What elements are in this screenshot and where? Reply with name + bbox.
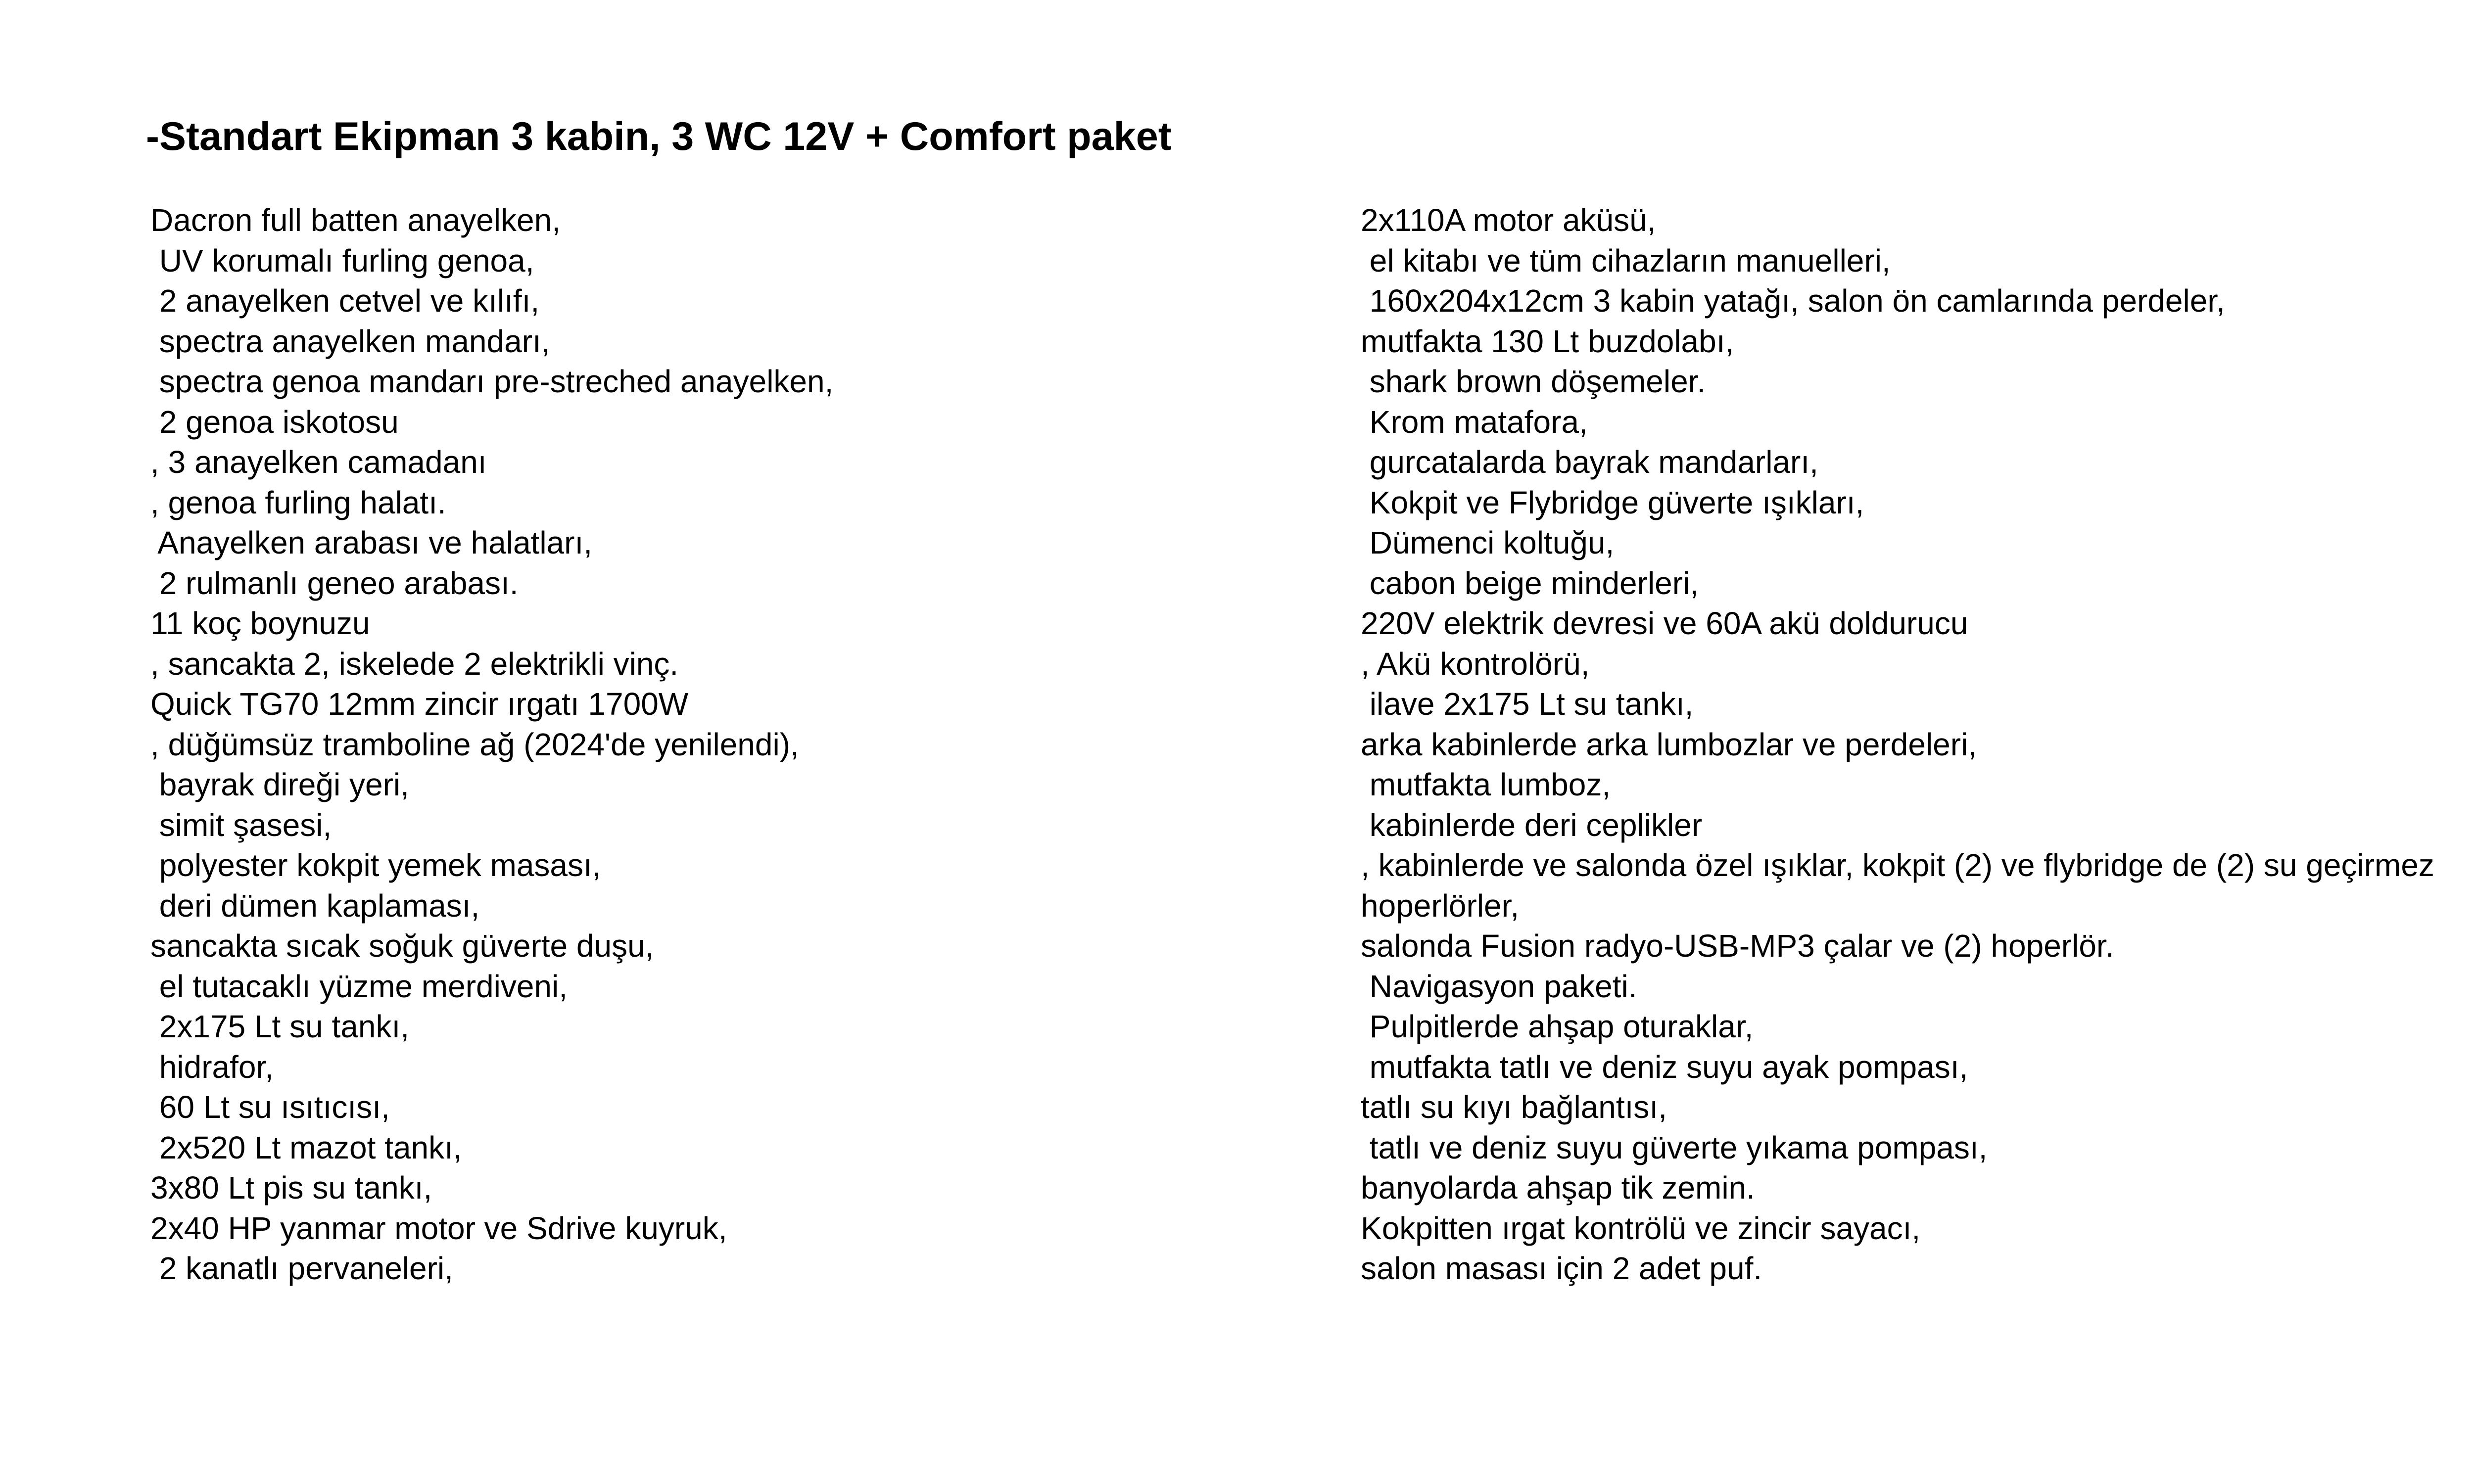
list-item: mutfakta 130 Lt buzdolabı, xyxy=(1361,323,1734,359)
list-item: 220V elektrik devresi ve 60A akü doldurucu xyxy=(1361,605,1968,641)
list-item: sancakta sıcak soğuk güverte duşu, xyxy=(150,928,654,964)
list-item: tatlı ve deniz suyu güverte yıkama pompası, xyxy=(1361,1129,1988,1165)
list-item: Kokpit ve Flybridge güverte ışıkları, xyxy=(1361,484,1864,520)
list-item: salon masası için 2 adet puf. xyxy=(1361,1251,1762,1286)
list-item: kabinlerde deri ceplikler xyxy=(1361,807,1703,843)
list-item: 160x204x12cm 3 kabin yatağı, salon ön camlarında perdeler, xyxy=(1361,283,2225,319)
list-item: , düğümsüz tramboline ağ (2024'de yenilendi), xyxy=(150,726,799,762)
page-title: -Standart Ekipman 3 kabin, 3 WC 12V + Comfort paket xyxy=(146,114,1172,159)
list-item: Quick TG70 12mm zincir ırgatı 1700W xyxy=(150,686,689,722)
list-item: simit şasesi, xyxy=(150,807,332,843)
list-item: el kitabı ve tüm cihazların manuelleri, xyxy=(1361,242,1891,278)
list-item: bayrak direği yeri, xyxy=(150,767,409,802)
list-item: , 3 anayelken camadanı xyxy=(150,444,487,480)
list-item: Navigasyon paketi. xyxy=(1361,968,1637,1004)
list-item: 11 koç boynuzu xyxy=(150,605,370,641)
list-item: , Akü kontrolörü, xyxy=(1361,646,1590,682)
list-item: ilave 2x175 Lt su tankı, xyxy=(1361,686,1694,722)
list-item: 2 genoa iskotosu xyxy=(150,404,399,440)
equipment-list-left xyxy=(150,200,1328,1289)
list-item: 2x40 HP yanmar motor ve Sdrive kuyruk, xyxy=(150,1210,727,1246)
list-item: spectra genoa mandarı pre-streched anayelken, xyxy=(150,364,834,399)
list-item: cabon beige minderleri, xyxy=(1361,565,1699,601)
list-item: deri dümen kaplaması, xyxy=(150,887,480,924)
list-item: 3x80 Lt pis su tankı, xyxy=(150,1170,432,1206)
list-item: 2x175 Lt su tankı, xyxy=(150,1009,409,1044)
list-item: Anayelken arabası ve halatları, xyxy=(150,525,592,560)
list-item: 2 rulmanlı geneo arabası. xyxy=(150,565,519,601)
list-item: UV korumalı furling genoa, xyxy=(150,242,534,278)
list-item: polyester kokpit yemek masası, xyxy=(150,847,601,883)
list-item: 2 anayelken cetvel ve kılıfı, xyxy=(150,283,540,319)
list-item: hidrafor, xyxy=(150,1049,274,1085)
list-item: Dümenci koltuğu, xyxy=(1361,525,1615,560)
list-item: Dacron full batten anayelken, xyxy=(150,202,561,238)
list-item: Krom matafora, xyxy=(1361,404,1588,440)
list-item: Kokpitten ırgat kontrölü ve zincir sayacı, xyxy=(1361,1210,1921,1246)
list-item: salonda Fusion radyo-USB-MP3 çalar ve (2) hoperlör. xyxy=(1361,928,2114,964)
list-item: 2 kanatlı pervaneleri, xyxy=(150,1251,453,1286)
list-item: spectra anayelken mandarı, xyxy=(150,323,550,359)
list-item: , genoa furling halatı. xyxy=(150,484,446,520)
list-item: mutfakta tatlı ve deniz suyu ayak pompası, xyxy=(1361,1049,1968,1085)
list-item: , sancakta 2, iskelede 2 elektrikli vinç. xyxy=(150,646,679,682)
list-item: 60 Lt su ısıtıcısı, xyxy=(150,1089,390,1125)
list-item: mutfakta lumboz, xyxy=(1361,767,1611,802)
list-item: 2x110A motor aküsü, xyxy=(1361,202,1656,238)
list-item: el tutacaklı yüzme merdiveni, xyxy=(150,968,568,1004)
list-item: gurcatalarda bayrak mandarları, xyxy=(1361,444,1818,480)
list-item: banyolarda ahşap tik zemin. xyxy=(1361,1170,1755,1206)
list-item: shark brown döşemeler. xyxy=(1361,364,1706,399)
equipment-list-right xyxy=(1361,200,2474,1289)
list-item: hoperlörler, xyxy=(1361,887,1520,924)
list-item: Pulpitlerde ahşap oturaklar, xyxy=(1361,1009,1754,1044)
list-item: arka kabinlerde arka lumbozlar ve perdeleri, xyxy=(1361,726,1977,762)
list-item: 2x520 Lt mazot tankı, xyxy=(150,1129,462,1165)
list-item: , kabinlerde ve salonda özel ışıklar, kokpit (2) ve flybridge de (2) su geçirmez xyxy=(1361,847,2434,883)
list-item: tatlı su kıyı bağlantısı, xyxy=(1361,1089,1667,1125)
